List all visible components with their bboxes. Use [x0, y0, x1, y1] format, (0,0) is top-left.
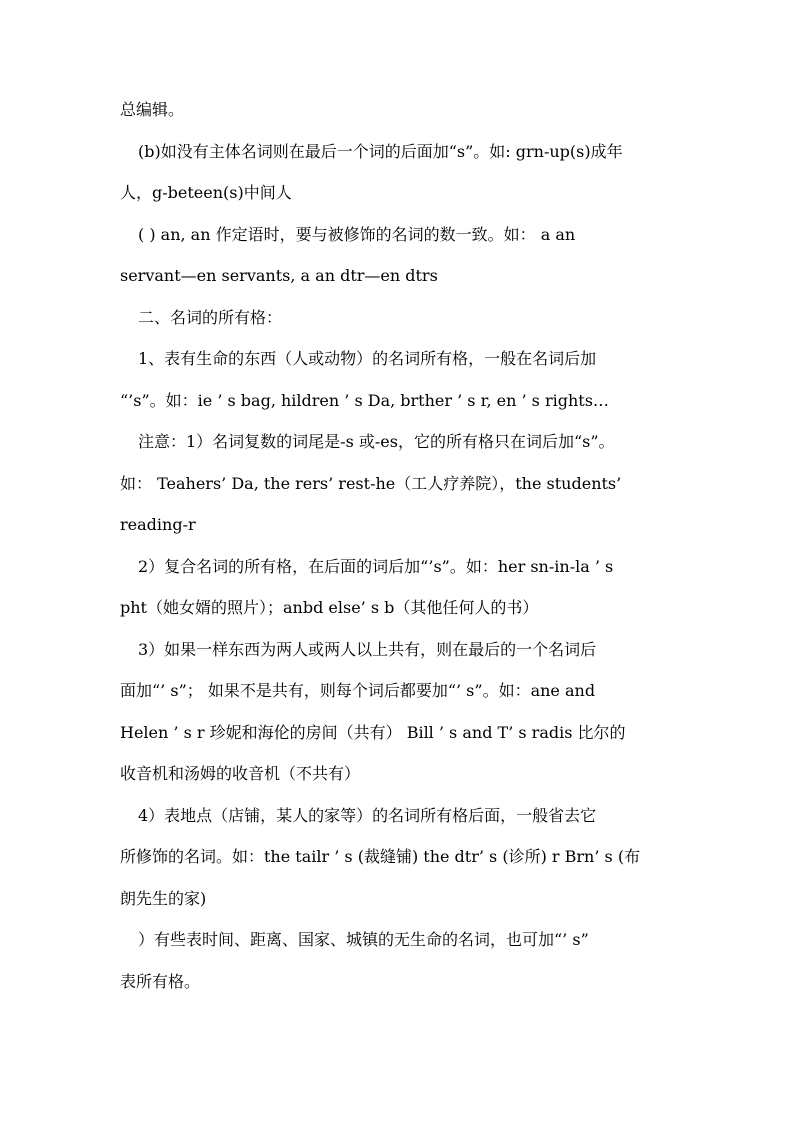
text-line-17: 收音机和汤姆的收音机（不共有）	[120, 764, 361, 783]
text-line-9: 注意：1）名词复数的词尾是-s 或-es，它的所有格只在词后加“s”。	[138, 432, 615, 451]
text-line-19: 所修饰的名词。如：the tailr ’ s (裁缝铺) the dtr’ s (诊所) r Brn’ s (布	[120, 847, 641, 866]
text-line-8: “’s”。如：ie ’ s bag, hildren ’ s Da, brther ’ s r, en ’ s rights…	[120, 390, 609, 410]
text-line-22: 表所有格。	[120, 971, 201, 991]
text-line-5: servant—en servants, a an dtr—en dtrs	[120, 266, 438, 285]
text-line-1: 总编辑。	[120, 100, 185, 119]
text-line-7: 1、表有生命的东西（人或动物）的名词所有格，一般在名词后加	[138, 349, 597, 368]
text-line-21: ）有些表时间、距离、国家、城镇的无生命的名词，也可加“’ s”	[138, 930, 589, 949]
text-line-18: 4）表地点（店铺，某人的家等）的名词所有格后面，一般省去它	[138, 805, 597, 825]
text-line-16: Helen ’ s r 珍妮和海伦的房间（共有） Bill ’ s and T’ s radis 比尔的	[120, 722, 626, 742]
section-heading: 二、名词的所有格：	[138, 307, 283, 327]
text-line-20: 朗先生的家)	[120, 888, 207, 908]
text-line-3: 人，g-beteen(s)中间人	[120, 183, 292, 202]
text-line-4: ( ) an, an 作定语时，要与被修饰的名词的数一致。如： a an	[138, 224, 576, 244]
text-line-10: 如： Teahers’ Da, the rers’ rest-he（工人疗养院），the students’	[120, 473, 622, 493]
text-line-15: 面加“’ s”； 如果不是共有，则每个词后都要加“’ s”。如：ane and	[120, 681, 596, 700]
text-line-12: 2）复合名词的所有格，在后面的词后加“’s”。如：her sn-in-la ’ s	[138, 556, 614, 576]
text-line-11: reading-r	[120, 515, 196, 534]
text-line-14: 3）如果一样东西为两人或两人以上共有，则在最后的一个名词后	[138, 639, 597, 659]
text-line-13: pht（她女婿的照片）；anbd else’ s b（其他任何人的书）	[120, 598, 539, 617]
text-line-2: (b)如没有主体名词则在最后一个词的后面加“s”。如: grn-up(s)成年	[138, 141, 623, 161]
document-page	[120, 100, 680, 992]
